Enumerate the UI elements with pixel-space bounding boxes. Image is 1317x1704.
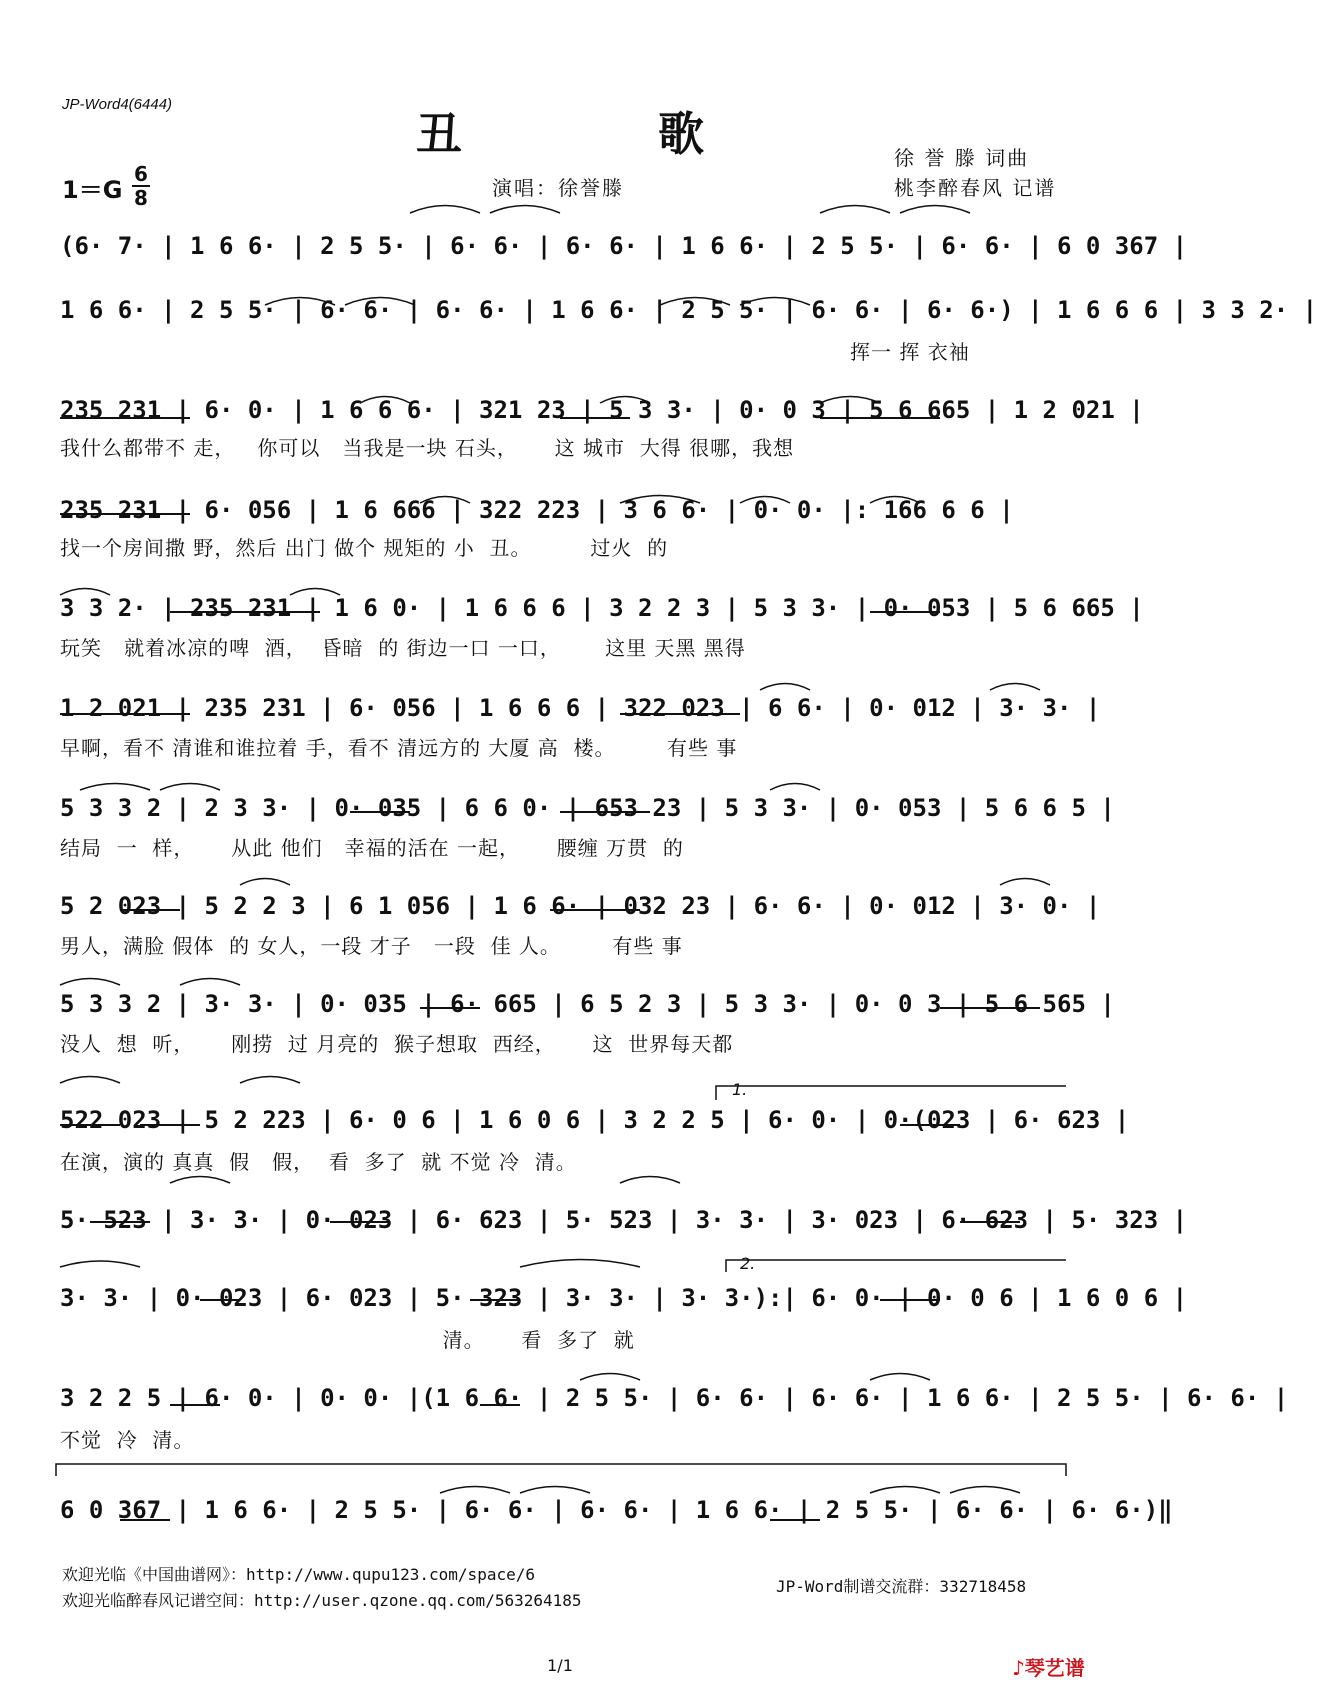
system-10-notes: 522 023 | 5 2 223 | 6· 0 6 | 1 6 0 6 | 3 2 2 5 | 6· 0· | 0·(023 | 6· 623 | [60, 1106, 1130, 1134]
song-title: 丑 歌 [415, 107, 794, 161]
system-9-lyrics: 没人 想 听， 刚捞 过 月亮的 猴子想取 西经， 这 世界每天都 [60, 1032, 734, 1056]
system-1-notes: (6· 7· | 1 6 6· | 2 5 5· | 6· 6· | 6· 6· | 1 6 6· | 2 5 5· | 6· 6· | 6 0 367 | [60, 232, 1188, 260]
volta-first: 1. [732, 1080, 748, 1099]
logo-text: 琴艺谱 [1024, 1656, 1085, 1680]
volta-second: 2. [740, 1254, 756, 1273]
footer-link-qzone[interactable]: 欢迎光临醉春风记谱空间：http://user.qzone.qq.com/563264185 [62, 1591, 582, 1610]
system-2-lyrics: 挥一 挥 衣袖 [850, 340, 970, 364]
system-12-lyrics: 清。 看 多了 就 [60, 1328, 635, 1352]
system-9-notes: 5 3 3 2 | 3· 3· | 0· 035 | 6· 665 | 6 5 2 3 | 5 3 3· | 0· 0 3 | 5 6 565 | [60, 990, 1115, 1018]
system-6-lyrics: 早啊，看不 清谁和谁拉着 手，看不 清远方的 大厦 高 楼。 有些 事 [60, 736, 738, 760]
app-version: JP-Word4(6444) [62, 96, 173, 113]
qinyipu-logo [1012, 1652, 1085, 1681]
transcriber: 桃李醉春风 记谱 [894, 176, 1057, 200]
system-8-lyrics: 男人，满脸 假体 的 女人，一段 才子 一段 佳 人。 有些 事 [60, 934, 683, 958]
logo-icon: ♪ [1012, 1656, 1025, 1680]
system-14-notes: 6 0 367 | 1 6 6· | 2 5 5· | 6· 6· | 6· 6· | 1 6 6· | 2 5 5· | 6· 6· | 6· 6·)‖ [60, 1496, 1173, 1524]
time-bottom: 8 [134, 186, 148, 210]
system-3-notes: 235 231 | 6· 0· | 1 6 6 6· | 321 23 | 5 3 3· | 0· 0 3 | 5 6 665 | 1 2 021 | [60, 396, 1144, 424]
system-7-notes: 5 3 3 2 | 2 3 3· | 0· 035 | 6 6 0· | 653 23 | 5 3 3· | 0· 053 | 5 6 6 5 | [60, 794, 1115, 822]
system-11-notes: 5· 523 | 3· 3· | 0· 023 | 6· 623 | 5· 523 | 3· 3· | 3· 023 | 6· 623 | 5· 323 | [60, 1206, 1188, 1234]
system-5-notes: 3 3 2· | 235 231 | 1 6 0· | 1 6 6 6 | 3 2 2 3 | 5 3 3· | 0· 053 | 5 6 665 | [60, 594, 1144, 622]
system-6-notes: 1 2 021 | 235 231 | 6· 056 | 1 6 6 6 | 322 023 | 6 6· | 0· 012 | 3· 3· | [60, 694, 1101, 722]
lyricist-composer: 徐 誉 滕 词曲 [894, 146, 1030, 170]
time-top: 6 [134, 162, 148, 186]
system-12-notes: 3· 3· | 0· 023 | 6· 023 | 5· 323 | 3· 3· | 3· 3·):| 6· 0· | 0· 0 6 | 1 6 0 6 | [60, 1284, 1188, 1312]
system-2-notes: 1 6 6· | 2 5 5· | 6· 6· | 6· 6· | 1 6 6· | 2 5 5· | 6· 6· | 6· 6·) | 1 6 6 6 | 3 3 2· | [60, 296, 1317, 324]
system-7-lyrics: 结局 一 样， 从此 他们 幸福的活在 一起， 腰缠 万贯 的 [60, 836, 684, 860]
footer-group: JP-Word制谱交流群：332718458 [776, 1577, 1027, 1596]
system-8-notes: 5 2 023 | 5 2 2 3 | 6 1 056 | 1 6 6· | 032 23 | 6· 6· | 0· 012 | 3· 0· | [60, 892, 1101, 920]
system-4-lyrics: 找一个房间撒 野，然后 出门 做个 规矩的 小 丑。 过火 的 [60, 536, 669, 560]
key-signature: 1＝G [62, 176, 123, 204]
system-10-lyrics: 在演，演的 真真 假 假， 看 多了 就 不觉 冷 清。 [60, 1150, 577, 1174]
time-signature [132, 164, 150, 208]
footer-link-qupu[interactable]: 欢迎光临《中国曲谱网》：http://www.qupu123.com/space/6 [62, 1565, 535, 1584]
system-13-lyrics: 不觉 冷 清。 [60, 1428, 195, 1452]
system-5-lyrics: 玩笑 就着冰凉的啤 酒， 昏暗 的 街边一口 一口， 这里 天黑 黑得 [60, 636, 746, 660]
system-4-notes: 235 231 | 6· 056 | 1 6 666 | 322 223 | 3 6 6· | 0· 0· |: 166 6 6 | [60, 496, 1014, 524]
singer: 演唱：徐誉滕 [492, 176, 624, 200]
page-number: 1/1 [547, 1656, 573, 1675]
system-13-notes: 3 2 2 5 | 6· 0· | 0· 0· |(1 6 6· | 2 5 5· | 6· 6· | 6· 6· | 1 6 6· | 2 5 5· | 6· 6· | [60, 1384, 1289, 1412]
system-3-lyrics: 我什么都带不 走， 你可以 当我是一块 石头， 这 城市 大得 很哪，我想 [60, 436, 795, 460]
